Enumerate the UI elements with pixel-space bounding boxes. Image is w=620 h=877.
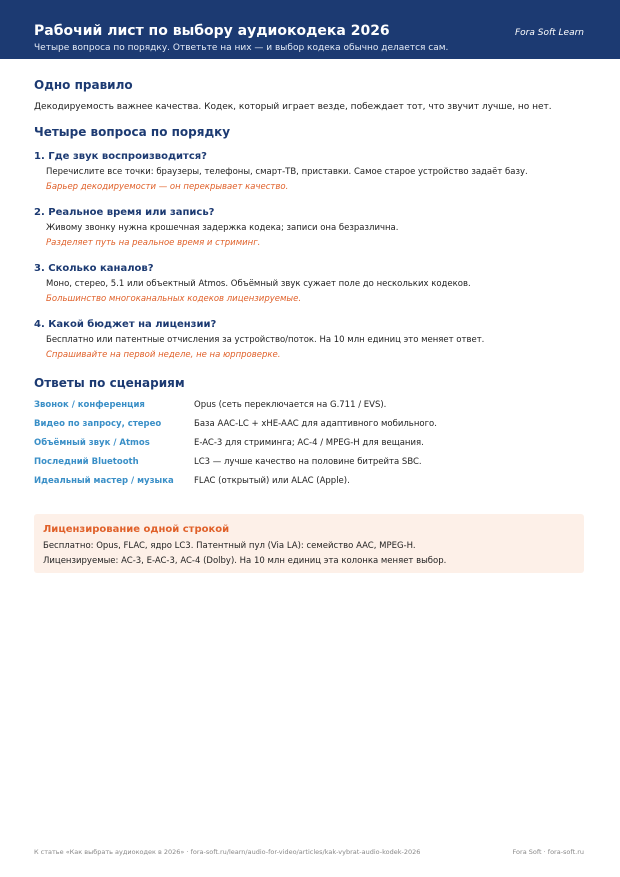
question-note: Спрашивайте на первой неделе, не на юрпроверке. xyxy=(46,350,281,360)
licensing-title: Лицензирование одной строкой xyxy=(43,524,230,535)
scenario-label: Объёмный звук / Atmos xyxy=(34,438,150,448)
scenario-row xyxy=(34,437,586,451)
scenario-label: Звонок / конференция xyxy=(34,400,145,410)
licensing-callout xyxy=(34,514,584,573)
scenario-row xyxy=(34,475,586,489)
question-text: Моно, стерео, 5.1 или объектный Atmos. Объёмный звук сужает поле до нескольких кодеков. xyxy=(46,279,471,289)
question-title: 2. Реальное время или запись? xyxy=(34,207,215,218)
scenario-label: Видео по запросу, стерео xyxy=(34,419,162,429)
rule-text: Декодируемость важнее качества. Кодек, который играет везде, побеждает тот, что звучит лучше, но нет. xyxy=(34,102,552,112)
scenario-value: E-AC-3 для стриминга; AC-4 / MPEG-H для вещания. xyxy=(194,438,424,448)
footer-brand: Fora Soft · fora-soft.ru xyxy=(512,848,584,856)
question-title: 4. Какой бюджет на лицензии? xyxy=(34,319,217,330)
questions-heading: Четыре вопроса по порядку xyxy=(34,125,231,139)
scenario-label: Последний Bluetooth xyxy=(34,457,139,467)
scenario-row xyxy=(34,399,586,413)
scenario-value: Opus (сеть переключается на G.711 / EVS). xyxy=(194,400,387,410)
rule-heading: Одно правило xyxy=(34,78,133,92)
scenarios-heading: Ответы по сценариям xyxy=(34,376,185,390)
scenario-value: LC3 — лучше качество на половине битрейта SBC. xyxy=(194,457,422,467)
licensing-line-paid: Лицензируемые: AC-3, E-AC-3, AC-4 (Dolby). На 10 млн единиц эта колонка меняет выбор. xyxy=(43,556,447,566)
header-banner xyxy=(0,0,620,59)
question-title: 1. Где звук воспроизводится? xyxy=(34,151,207,162)
scenario-row xyxy=(34,456,586,470)
question-text: Живому звонку нужна крошечная задержка кодека; записи она безразлична. xyxy=(46,223,399,233)
page-subtitle: Четыре вопроса по порядку. Ответьте на них — и выбор кодека обычно делается сам. xyxy=(34,43,449,53)
brand-label: Fora Soft Learn xyxy=(514,28,584,38)
scenario-row xyxy=(34,418,586,432)
scenario-value: FLAC (открытый) или ALAC (Apple). xyxy=(194,476,350,486)
footer-source-link: К статье «Как выбрать аудиокодек в 2026» · fora-soft.ru/learn/audio-for-video/articles/kak-vybrat-audio-kodek-2026 xyxy=(34,848,421,856)
question-text: Перечислите все точки: браузеры, телефоны, смарт-ТВ, приставки. Самое старое устройство задаёт базу. xyxy=(46,167,528,177)
question-note: Разделяет путь на реальное время и стриминг. xyxy=(46,238,261,248)
question-text: Бесплатно или патентные отчисления за устройство/поток. На 10 млн единиц это меняет ответ. xyxy=(46,335,485,345)
question-note: Большинство многоканальных кодеков лицензируемые. xyxy=(46,294,302,304)
scenario-label: Идеальный мастер / музыка xyxy=(34,476,174,486)
scenario-value: База AAC-LC + xHE-AAC для адаптивного мобильного. xyxy=(194,419,437,429)
question-note: Барьер декодируемости — он перекрывает качество. xyxy=(46,182,289,192)
question-title: 3. Сколько каналов? xyxy=(34,263,154,274)
page-title: Рабочий лист по выбору аудиокодека 2026 xyxy=(34,23,390,39)
licensing-line-free: Бесплатно: Opus, FLAC, ядро LC3. Патентный пул (Via LA): семейство AAC, MPEG-H. xyxy=(43,541,416,551)
